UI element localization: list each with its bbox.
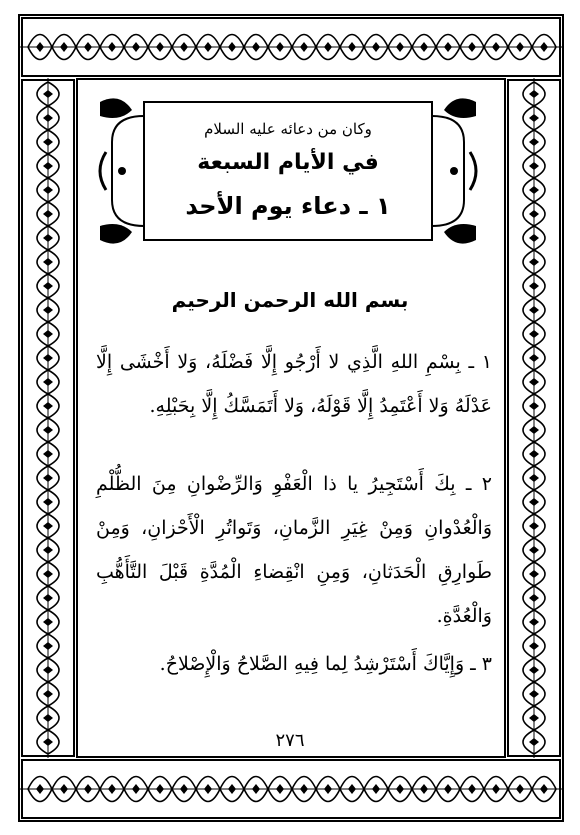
title-cartouche [92,92,484,250]
frame-border-top [20,16,562,78]
frame-border-bottom [20,758,562,820]
page-number: ٢٧٦ [275,730,305,751]
page-title: ١ ـ دعاء يوم الأحد [185,192,391,220]
intro-line: وكان من دعائه عليه السلام [204,120,372,138]
paragraph-1: ١ ـ بِسْمِ اللهِ الَّذِي لا أَرْجُو إِلَّا فَضْلَهُ، وَلا أَخْشَى إِلَّا عَدْلَهُ وَلا أَعْتَمِدُ إِلَّا قَوْلَهُ، وَلا أَتَمَسَّكُ إِلَّا بِحَبْلِهِ. [96,351,492,417]
frame-border-left [20,78,76,758]
frame-border-right [506,78,562,758]
basmala-heading: بسم الله الرحمن الرحيم [171,288,409,312]
paragraph-3: ٣ ـ وَإِيَّاكَ أَسْتَرْشِدُ لِما فِيهِ الصَّلاحُ وَالْإِصْلاحُ. [159,653,492,675]
paragraph-2: ٢ ـ بِكَ أَسْتَجِيرُ يا ذا الْعَفْوِ وَالرِّضْوانِ مِنَ الظُّلْمِ وَالْعُدْوانِ وَمِنْ غِيَرِ الزَّمانِ، وَتَواتُرِ الْأَحْزانِ، وَمِنْ طَوارِقِ الْحَدَثانِ، وَمِنِ انْقِضاءِ الْمُدَّةِ قَبْلَ التَّأَهُّبِ وَالْعُدَّةِ. [96,473,492,627]
section-subtitle: في الأيام السبعة [197,150,379,175]
